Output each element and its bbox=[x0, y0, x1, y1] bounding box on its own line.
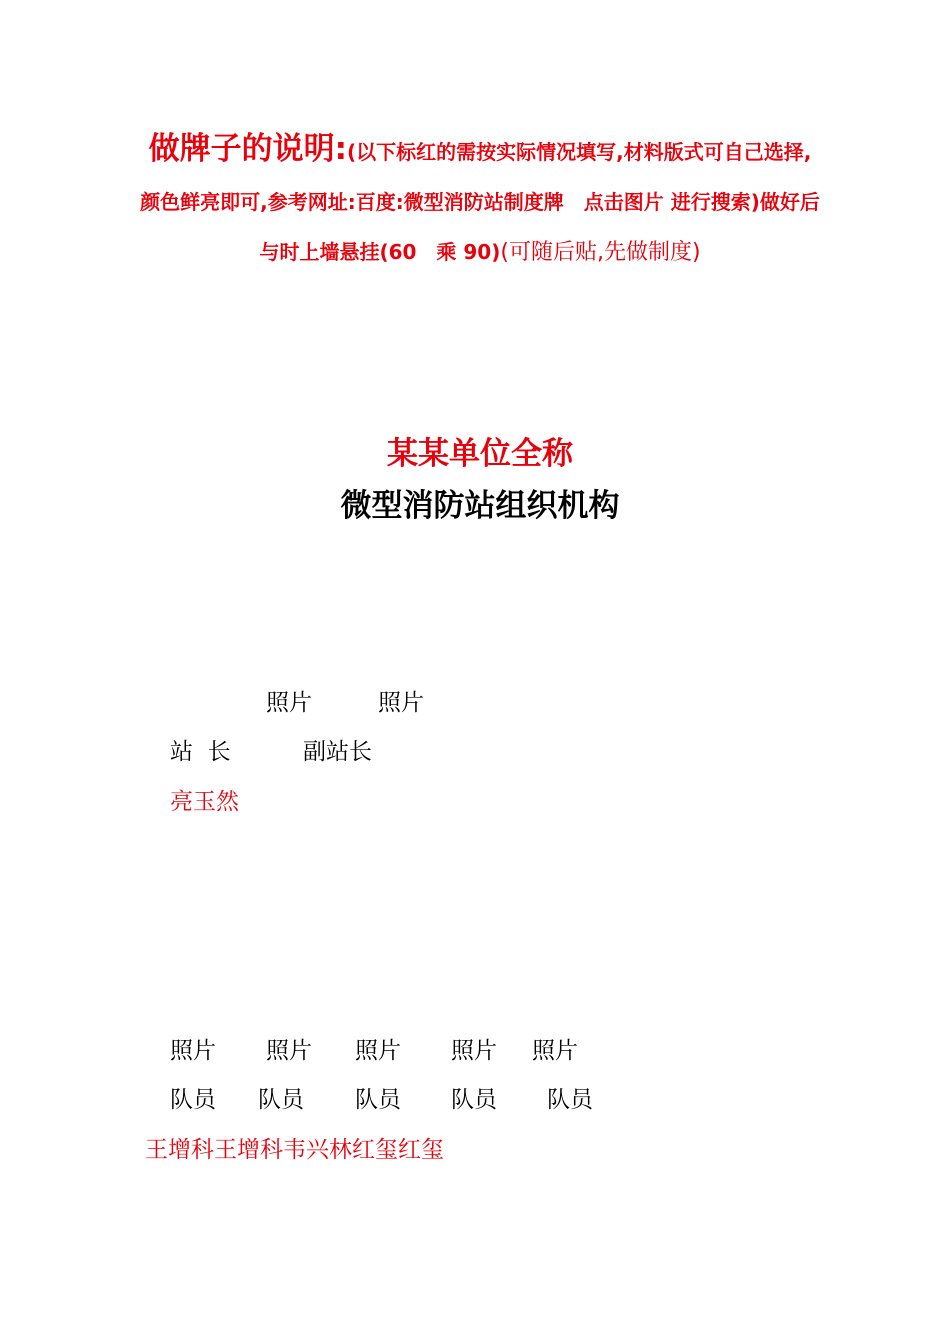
member-role-label: 队员 bbox=[355, 1087, 401, 1113]
member-photo-placeholder: 照片 bbox=[532, 1038, 578, 1064]
station-chief-photo-placeholder: 照片 bbox=[266, 690, 312, 716]
instructions-heading: 做牌子的说明: bbox=[148, 131, 348, 167]
member-role-label: 队员 bbox=[547, 1087, 593, 1113]
organization-name: 某某单位全称 bbox=[387, 436, 573, 472]
member-role-label: 队员 bbox=[170, 1087, 216, 1113]
member-role-label: 队员 bbox=[258, 1087, 304, 1113]
instructions-note: (可随后贴,先做制度) bbox=[500, 240, 701, 265]
deputy-chief-role-label: 副站长 bbox=[303, 739, 372, 765]
organization-chart-title: 微型消防站组织机构 bbox=[340, 488, 620, 524]
member-photo-placeholder: 照片 bbox=[170, 1038, 216, 1064]
member-names: 王增科王增科韦兴林红玺红玺 bbox=[145, 1137, 444, 1163]
member-role-label: 队员 bbox=[451, 1087, 497, 1113]
member-photo-placeholder: 照片 bbox=[266, 1038, 312, 1064]
deputy-chief-photo-placeholder: 照片 bbox=[378, 690, 424, 716]
station-chief-role-label: 站 长 bbox=[170, 739, 231, 765]
instructions-block bbox=[140, 125, 820, 278]
station-chief-name: 亮玉然 bbox=[170, 789, 239, 815]
instructions-details: (以下标红的需按实际情况填写,材料版式可自己选择,颜色鲜亮即可,参考网址:百度:微型消防站制度牌 点击图片 进行搜索)做好后与时上墙悬挂(60 乘 90) bbox=[140, 140, 820, 264]
member-photo-placeholder: 照片 bbox=[451, 1038, 497, 1064]
member-photo-placeholder: 照片 bbox=[355, 1038, 401, 1064]
